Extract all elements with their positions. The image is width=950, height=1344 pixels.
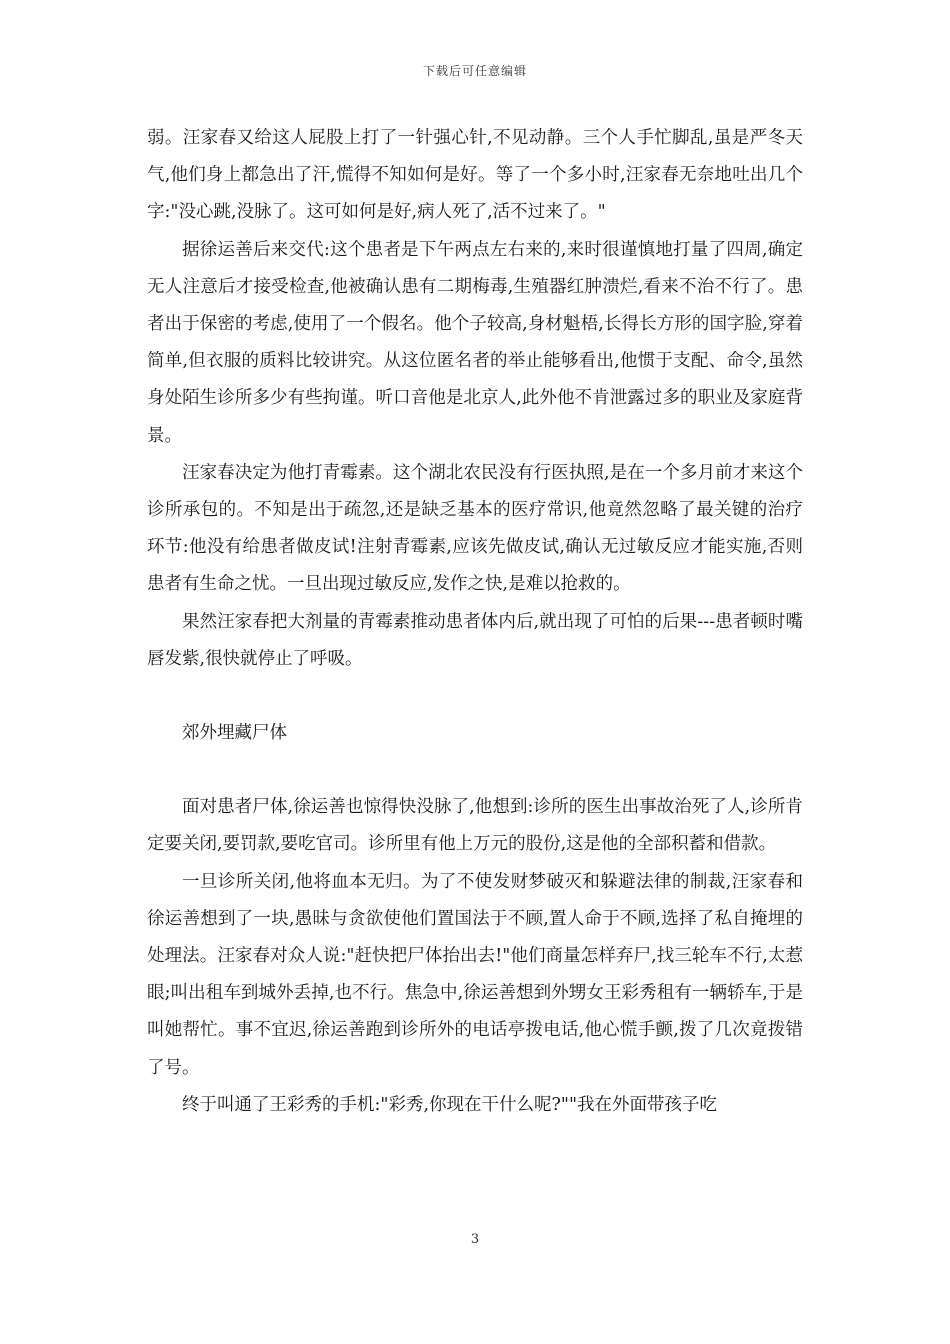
page-header: 下载后可任意编辑 xyxy=(422,64,527,78)
paragraph: 果然汪家春把大剂量的青霉素推动患者体内后,就出现了可怕的后果---患者顿时嘴唇发紫,很快就停止了呼吸。 xyxy=(147,611,803,669)
paragraph: 据徐运善后来交代:这个患者是下午两点左右来的,来时很谨慎地打量了四周,确定无人注意后才接受检查,他被确认患有二期梅毒,生殖器红肿溃烂,看来不治不行了。患者出于保密的考虑,使用了一个假名。他个子较高,身材魁梧,长得长方形的国字脸,穿着简单,但衣服的质料比较讲究。从这位匿名者的举止能够看出,他惯于支配、命令,虽然身处陌生诊所多少有些拘谨。听口音他是北京人,此外他不肯泄露过多的职业及家庭背景。 xyxy=(147,239,803,446)
section-heading: 郊外埋藏尸体 xyxy=(182,723,287,744)
paragraph: 面对患者尸体,徐运善也惊得快没脉了,他想到:诊所的医生出事故治死了人,诊所肯定要关闭,要罚款,要吃官司。诊所里有他上万元的股份,这是他的全部积蓄和借款。 xyxy=(147,797,803,855)
paragraph-continuation: 弱。汪家春又给这人屁股上打了一针强心针,不见动静。三个人手忙脚乱,虽是严冬天气,他们身上都急出了汗,慌得不知如何是好。等了一个多小时,汪家春无奈地吐出几个字:"没心跳,没脉了。这可如何是好,病人死了,活不过来了。" xyxy=(147,128,803,223)
paragraph: 一旦诊所关闭,他将血本无归。为了不使发财梦破灭和躲避法律的制裁,汪家春和徐运善想到了一块,愚昧与贪欲使他们置国法于不顾,置人命于不顾,选择了私自掩埋的处理法。汪家春对众人说:"赶快把尸体抬出去!"他们商量怎样弃尸,找三轮车不行,太惹眼;叫出租车到城外丢掉,也不行。焦急中,徐运善想到外甥女王彩秀租有一辆轿车,于是叫她帮忙。事不宜迟,徐运善跑到诊所外的电话亭拨电话,他心慌手颤,拨了几次竟拨错了号。 xyxy=(147,871,803,1078)
document-body xyxy=(147,120,803,1124)
paragraph: 汪家春决定为他打青霉素。这个湖北农民没有行医执照,是在一个多月前才来这个诊所承包的。不知是出于疏忽,还是缺乏基本的医疗常识,他竟然忽略了最关键的治疗环节:他没有给患者做皮试!注射青霉素,应该先做皮试,确认无过敏反应才能实施,否则患者有生命之忧。一旦出现过敏反应,发作之快,是难以抢救的。 xyxy=(147,462,803,595)
page-number: 3 xyxy=(470,1232,480,1247)
paragraph: 终于叫通了王彩秀的手机:"彩秀,你现在干什么呢?""我在外面带孩子吃 xyxy=(182,1094,717,1115)
